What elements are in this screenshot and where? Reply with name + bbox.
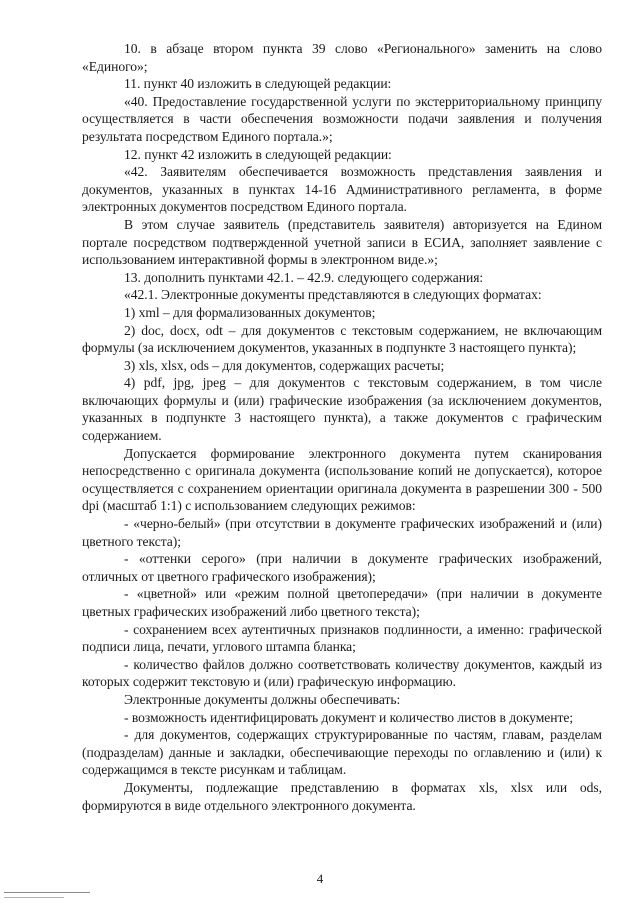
paragraph-item-13: 13. дополнить пунктами 42.1. – 42.9. следующего содержания: [124,269,484,285]
paragraph-mode-gray: - «оттенки серого» (при наличии в документе графических изображений, отличных от цветного графического изображения); [82,551,602,584]
paragraph-spreadsheets: Документы, подлежащие представлению в форматах xls, xlsx или ods, формируются в виде отдельного электронного документа. [82,779,602,813]
paragraph-clause-42: «42. Заявителям обеспечивается возможность представления заявления и документов, указанных в пунктах 14-16 Административного регламента, в форме электронных документов посредством Единого портала. [82,164,602,215]
paragraph-req-structure: - для документов, содержащих структурированные по частям, главам, разделам (подразделам) данные и закладки, обеспечивающие переходы по оглавлению и (или) к содержащимся в тексте рисункам и таблицам. [82,727,602,778]
paragraph-format-2: 2) doc, docx, odt – для документов с текстовым содержанием, не включающим формулы (за исключением документов, указанных в подпункте 3 настоящего пункта); [82,322,602,356]
paragraph-format-1: 1) xml – для формализованных документов; [124,304,376,320]
paragraph-mode-bw: - «черно-белый» (при отсутствии в документе графических изображений и (или) цветного текста); [82,516,602,549]
document-body [82,40,602,814]
footer-divider-secondary [4,897,64,898]
paragraph-mode-color: - «цветной» или «режим полной цветопередачи» (при наличии в документе цветных графических изображений либо цветного текста); [82,586,602,619]
paragraph-req-identify: - возможность идентифицировать документ и количество листов в документе; [124,709,574,725]
paragraph-format-4: 4) pdf, jpg, jpeg – для документов с текстовым содержанием, в том числе включающих формулы и (или) графические изображения (за исключением документов, указанных в подпункте 3 настоящего пункта), а также документов с графическим содержанием. [82,375,602,444]
page-number: 4 [316,871,324,886]
paragraph-item-12: 12. пункт 42 изложить в следующей редакции: [124,146,392,162]
paragraph-clause-42-1: «42.1. Электронные документы представляются в следующих форматах: [124,287,542,303]
paragraph-item-10: 10. в абзаце втором пункта 39 слово «Регионального» заменить на слово «Единого»; [82,41,602,74]
paragraph-format-3: 3) xls, xlsx, ods – для документов, содержащих расчеты; [124,357,445,373]
paragraph-scanning: Допускается формирование электронного документа путем сканирования непосредственно с оригинала документа (использование копий не допускается), которое осуществляется с сохранением ориентации оригинала документа в разрешении 300 - 500 dpi (масштаб 1:1) с использованием следующих режимов: [82,445,602,514]
paragraph-authenticity: - сохранением всех аутентичных признаков подлинности, а именно: графической подписи лица, печати, углового штампа бланка; [82,621,602,655]
paragraph-file-count: - количество файлов должно соответствовать количеству документов, каждый из которых содержит текстовую и (или) графическую информацию. [82,656,602,690]
paragraph-clause-40: «40. Предоставление государственной услуги по экстерриториальному принципу осуществляется в части обеспечения возможности подачи заявления и получения результата посредством Единого портала.»; [82,93,602,144]
paragraph-item-11: 11. пункт 40 изложить в следующей редакции: [124,76,392,92]
paragraph-clause-42-cont: В этом случае заявитель (представитель заявителя) авторизуется на Едином портале посредством подтвержденной учетной записи в ЕСИА, заполняет заявление с использованием интерактивной формы в электронном виде.»; [82,216,602,268]
paragraph-requirements: Электронные документы должны обеспечивать: [124,691,401,707]
footer-divider [4,892,90,893]
